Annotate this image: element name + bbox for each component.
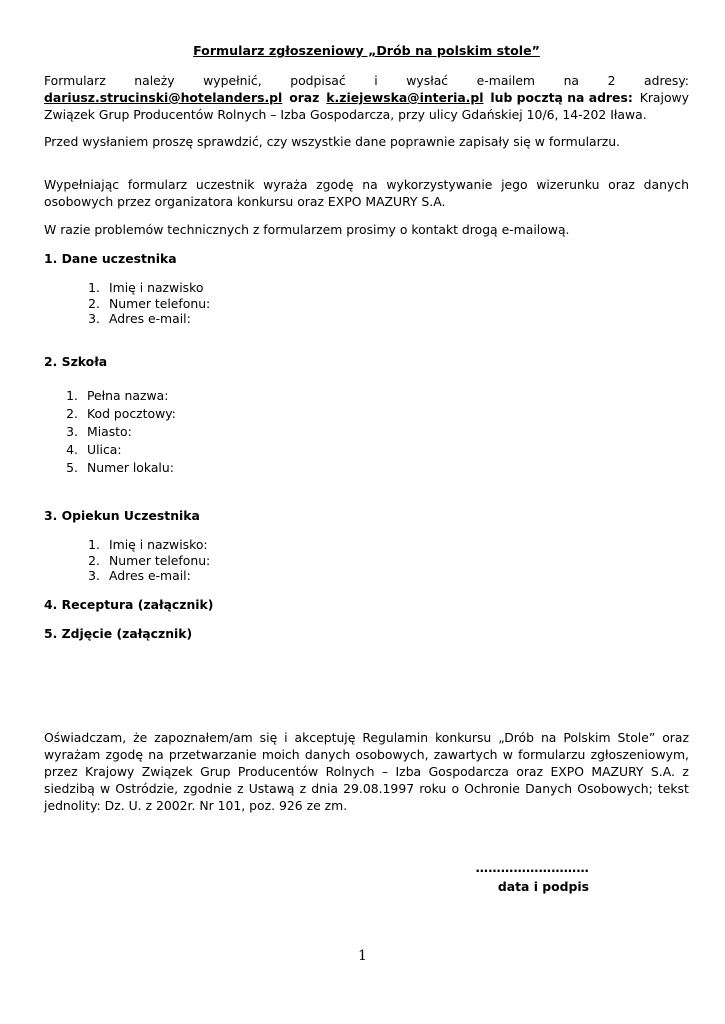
list-item-number: 1. <box>88 280 100 295</box>
list-item <box>56 405 176 423</box>
list-item <box>78 296 210 312</box>
check-note: Przed wysłaniem proszę sprawdzić, czy wszystkie dane poprawnie zapisały się w formularzu. <box>44 134 620 149</box>
email-link-2[interactable]: k.ziejewska@interia.pl <box>326 90 484 105</box>
list-item-label: Pełna nazwa: <box>87 388 169 403</box>
consent-word: wyraża <box>263 177 308 192</box>
list-item <box>78 311 210 327</box>
guardian-list <box>78 537 210 584</box>
section-heading-guardian: 3. Opiekun Uczestnika <box>44 508 200 523</box>
declaration-line: Oświadczam, że zapoznałem/am się i akceptuję Regulamin konkursu „Drób na Polskim Stole” oraz <box>44 730 689 745</box>
list-item-number: 2. <box>66 406 78 421</box>
intro-line-2 <box>44 89 689 106</box>
list-item-label: Imię i nazwisko: <box>109 537 208 552</box>
list-item-number: 3. <box>88 311 100 326</box>
declaration-line: jednolity: Dz. U. z 2002r. Nr 101, poz. 926 ze zm. <box>44 798 348 813</box>
list-item-label: Numer telefonu: <box>109 552 211 568</box>
list-item <box>56 423 176 441</box>
declaration-line: wyrażam zgodę na przetwarzanie moich danych osobowych, zawartych w formularzu zgłoszeniowym, <box>44 747 689 762</box>
list-item-label: Numer lokalu: <box>87 460 174 475</box>
declaration-line: przez Krajowy Związek Grup Producentów Rolnych – Izba Gospodarcza oraz EXPO MAZURY S.A. z <box>44 764 689 779</box>
intro-word: Formularz <box>44 73 106 88</box>
declaration-line: siedzibą w Ostródzie, zgodnie z Ustawą z dnia 29.08.1997 roku o Ochronie Danych Osobowych; tekst <box>44 781 689 796</box>
intro-word: wysłać <box>406 73 449 88</box>
list-item-label: Adres e-mail: <box>109 311 191 326</box>
signature-dots: ……………………… <box>475 860 589 875</box>
intro-word: e-mailem <box>476 73 536 88</box>
intro-word: adresy: <box>644 73 689 88</box>
consent-word: uczestnik <box>195 177 255 192</box>
consent-word: na <box>362 177 378 192</box>
intro-line-3: Związek Grup Producentów Rolnych – Izba Gospodarcza, przy ulicy Gdańskiej 10/6, 14-202 Iława. <box>44 107 647 122</box>
intro-word: należy <box>134 73 175 88</box>
intro-word: podpisać <box>290 73 346 88</box>
school-list <box>56 387 176 477</box>
section-heading-photo: 5. Zdjęcie (załącznik) <box>44 626 193 641</box>
post-label: lub pocztą na adres: <box>490 90 633 105</box>
consent-paragraph <box>44 176 689 210</box>
intro-word: i <box>374 73 378 88</box>
list-item-label: Miasto: <box>87 424 132 439</box>
email-link-1[interactable]: dariusz.strucinski@hotelanders.pl <box>44 90 283 105</box>
consent-word: jego <box>501 177 528 192</box>
list-item-label: Numer telefonu: <box>109 295 211 311</box>
consent-word: zgodę <box>316 177 354 192</box>
list-item-number: 2. <box>88 295 100 311</box>
consent-line-2: osobowych przez organizatora konkursu oraz EXPO MAZURY S.A. <box>44 194 446 209</box>
list-item-label: Kod pocztowy: <box>87 406 176 421</box>
list-item <box>56 459 176 477</box>
intro-line-1 <box>44 72 689 89</box>
tech-note: W razie problemów technicznych z formularzem prosimy o kontakt drogą e-mailową. <box>44 222 570 237</box>
page-number: 1 <box>358 948 367 964</box>
list-item-number: 4. <box>66 442 78 457</box>
list-item-number: 2. <box>88 552 100 568</box>
list-item-number: 3. <box>66 424 78 439</box>
consent-line-1 <box>44 176 689 193</box>
section-heading-school: 2. Szkoła <box>44 354 108 369</box>
list-item <box>56 387 176 405</box>
signature-label: data i podpis <box>497 879 589 894</box>
intro-word: 2 <box>607 73 616 88</box>
declaration-paragraph <box>44 729 689 814</box>
section-heading-recipe: 4. Receptura (załącznik) <box>44 597 214 612</box>
consent-word: wizerunku <box>536 177 600 192</box>
consent-word: Wypełniając <box>44 177 120 192</box>
intro-word: na <box>563 73 580 88</box>
list-item-number: 1. <box>66 388 78 403</box>
list-item <box>78 568 210 584</box>
consent-word: danych <box>643 177 689 192</box>
list-item <box>78 537 210 553</box>
list-item-number: 1. <box>88 537 100 552</box>
list-item-label: Ulica: <box>87 442 122 457</box>
list-item-number: 5. <box>66 460 78 475</box>
addr-start: Krajowy <box>639 90 689 105</box>
list-item-number: 3. <box>88 568 100 583</box>
section-heading-participant: 1. Dane uczestnika <box>44 251 177 266</box>
form-title: Formularz zgłoszeniowy „Drób na polskim stole” <box>193 43 540 58</box>
list-item-label: Imię i nazwisko <box>109 280 204 295</box>
consent-word: formularz <box>127 177 188 192</box>
list-item <box>56 441 176 459</box>
consent-word: wykorzystywanie <box>386 177 493 192</box>
list-item <box>78 553 210 569</box>
oraz-text: oraz <box>289 90 320 105</box>
consent-word: oraz <box>608 177 635 192</box>
list-item-label: Adres e-mail: <box>109 568 191 583</box>
participant-list <box>78 280 210 327</box>
intro-word: wypełnić, <box>203 73 262 88</box>
list-item <box>78 280 210 296</box>
